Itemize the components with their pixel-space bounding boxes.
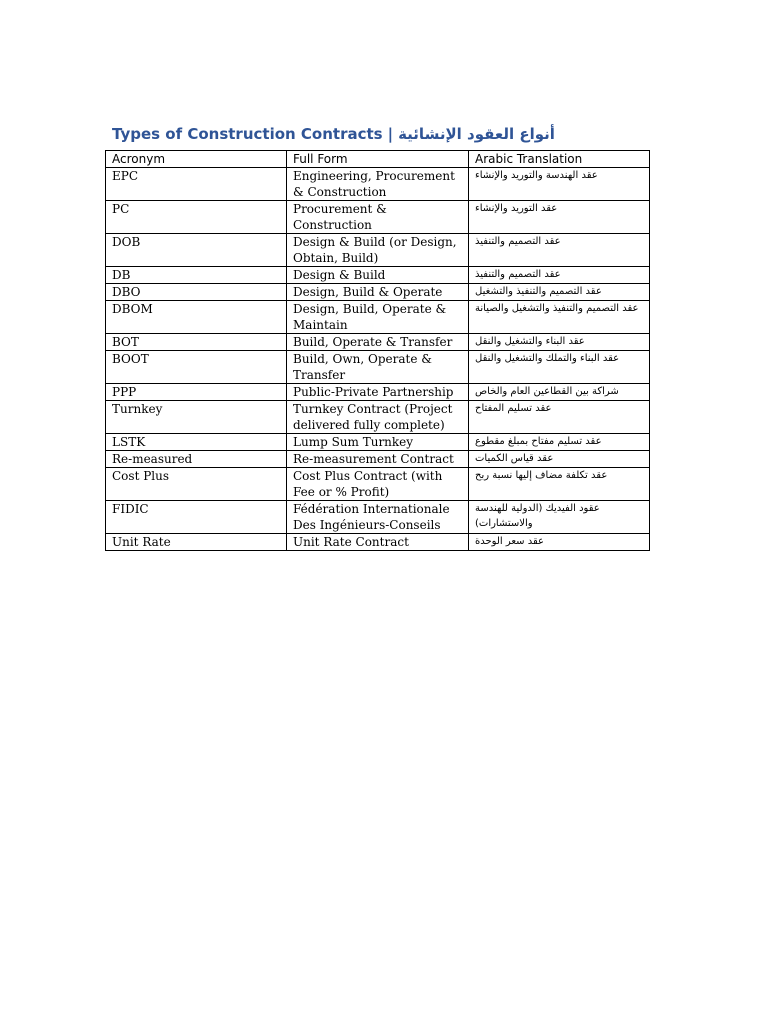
title-separator: |	[387, 125, 394, 143]
cell-acronym: DB	[106, 267, 287, 284]
cell-arabic: عقد البناء والتملك والتشغيل والنقل	[469, 351, 650, 384]
table-row	[106, 168, 650, 201]
cell-acronym: BOT	[106, 334, 287, 351]
cell-arabic: عقد البناء والتشغيل والنقل	[469, 334, 650, 351]
table-row	[106, 284, 650, 301]
header-acronym: Acronym	[106, 151, 287, 168]
cell-full-form: Engineering, Procurement & Construction	[287, 168, 469, 201]
cell-acronym: Cost Plus	[106, 468, 287, 501]
cell-acronym: Turnkey	[106, 401, 287, 434]
cell-full-form: Re-measurement Contract	[287, 451, 469, 468]
table-row	[106, 401, 650, 434]
table-row	[106, 201, 650, 234]
cell-full-form: Cost Plus Contract (with Fee or % Profit)	[287, 468, 469, 501]
table-row	[106, 501, 650, 534]
cell-arabic: عقد سعر الوحدة	[469, 534, 650, 551]
cell-arabic: عقد التصميم والتنفيذ والتشغيل والصيانة	[469, 301, 650, 334]
cell-arabic: شراكة بين القطاعين العام والخاص	[469, 384, 650, 401]
table-row	[106, 534, 650, 551]
cell-acronym: Re-measured	[106, 451, 287, 468]
cell-acronym: Unit Rate	[106, 534, 287, 551]
cell-acronym: DBOM	[106, 301, 287, 334]
cell-full-form: Unit Rate Contract	[287, 534, 469, 551]
cell-arabic: عقد الهندسة والتوريد والإنشاء	[469, 168, 650, 201]
document-title	[112, 122, 672, 146]
cell-acronym: FIDIC	[106, 501, 287, 534]
cell-full-form: Turnkey Contract (Project delivered fully complete)	[287, 401, 469, 434]
cell-full-form: Procurement & Construction	[287, 201, 469, 234]
cell-arabic: عقد التصميم والتنفيذ	[469, 234, 650, 267]
cell-acronym: DOB	[106, 234, 287, 267]
cell-full-form: Build, Operate & Transfer	[287, 334, 469, 351]
cell-acronym: PPP	[106, 384, 287, 401]
table-row	[106, 351, 650, 384]
cell-arabic: عقد قياس الكميات	[469, 451, 650, 468]
cell-acronym: PC	[106, 201, 287, 234]
cell-full-form: Fédération Internationale Des Ingénieurs-Conseils	[287, 501, 469, 534]
cell-arabic: عقد التوريد والإنشاء	[469, 201, 650, 234]
table-header-row	[106, 151, 650, 168]
cell-full-form: Public-Private Partnership	[287, 384, 469, 401]
table-row	[106, 434, 650, 451]
table-row	[106, 234, 650, 267]
cell-arabic: عقد التصميم والتنفيذ	[469, 267, 650, 284]
table-row	[106, 384, 650, 401]
table-row	[106, 468, 650, 501]
table-row	[106, 267, 650, 284]
table-row	[106, 301, 650, 334]
cell-full-form: Design, Build & Operate	[287, 284, 469, 301]
title-english: Types of Construction Contracts	[112, 125, 383, 143]
contracts-table	[105, 150, 650, 551]
header-arabic-translation: Arabic Translation	[469, 151, 650, 168]
cell-arabic: عقد تسليم المفتاح	[469, 401, 650, 434]
cell-arabic: عقد تسليم مفتاح بمبلغ مقطوع	[469, 434, 650, 451]
cell-arabic: عقد التصميم والتنفيذ والتشغيل	[469, 284, 650, 301]
cell-acronym: BOOT	[106, 351, 287, 384]
cell-arabic: عقود الفيديك (الدولية للهندسة والاستشارات)	[469, 501, 650, 534]
table-row	[106, 451, 650, 468]
cell-full-form: Design, Build, Operate & Maintain	[287, 301, 469, 334]
cell-full-form: Design & Build (or Design, Obtain, Build)	[287, 234, 469, 267]
cell-arabic: عقد تكلفة مضاف إليها نسبة ربح	[469, 468, 650, 501]
cell-full-form: Build, Own, Operate & Transfer	[287, 351, 469, 384]
cell-full-form: Lump Sum Turnkey	[287, 434, 469, 451]
cell-acronym: EPC	[106, 168, 287, 201]
table-row	[106, 334, 650, 351]
cell-full-form: Design & Build	[287, 267, 469, 284]
title-arabic: أنواع العقود الإنشائية	[398, 125, 555, 143]
header-full-form: Full Form	[287, 151, 469, 168]
cell-acronym: LSTK	[106, 434, 287, 451]
cell-acronym: DBO	[106, 284, 287, 301]
